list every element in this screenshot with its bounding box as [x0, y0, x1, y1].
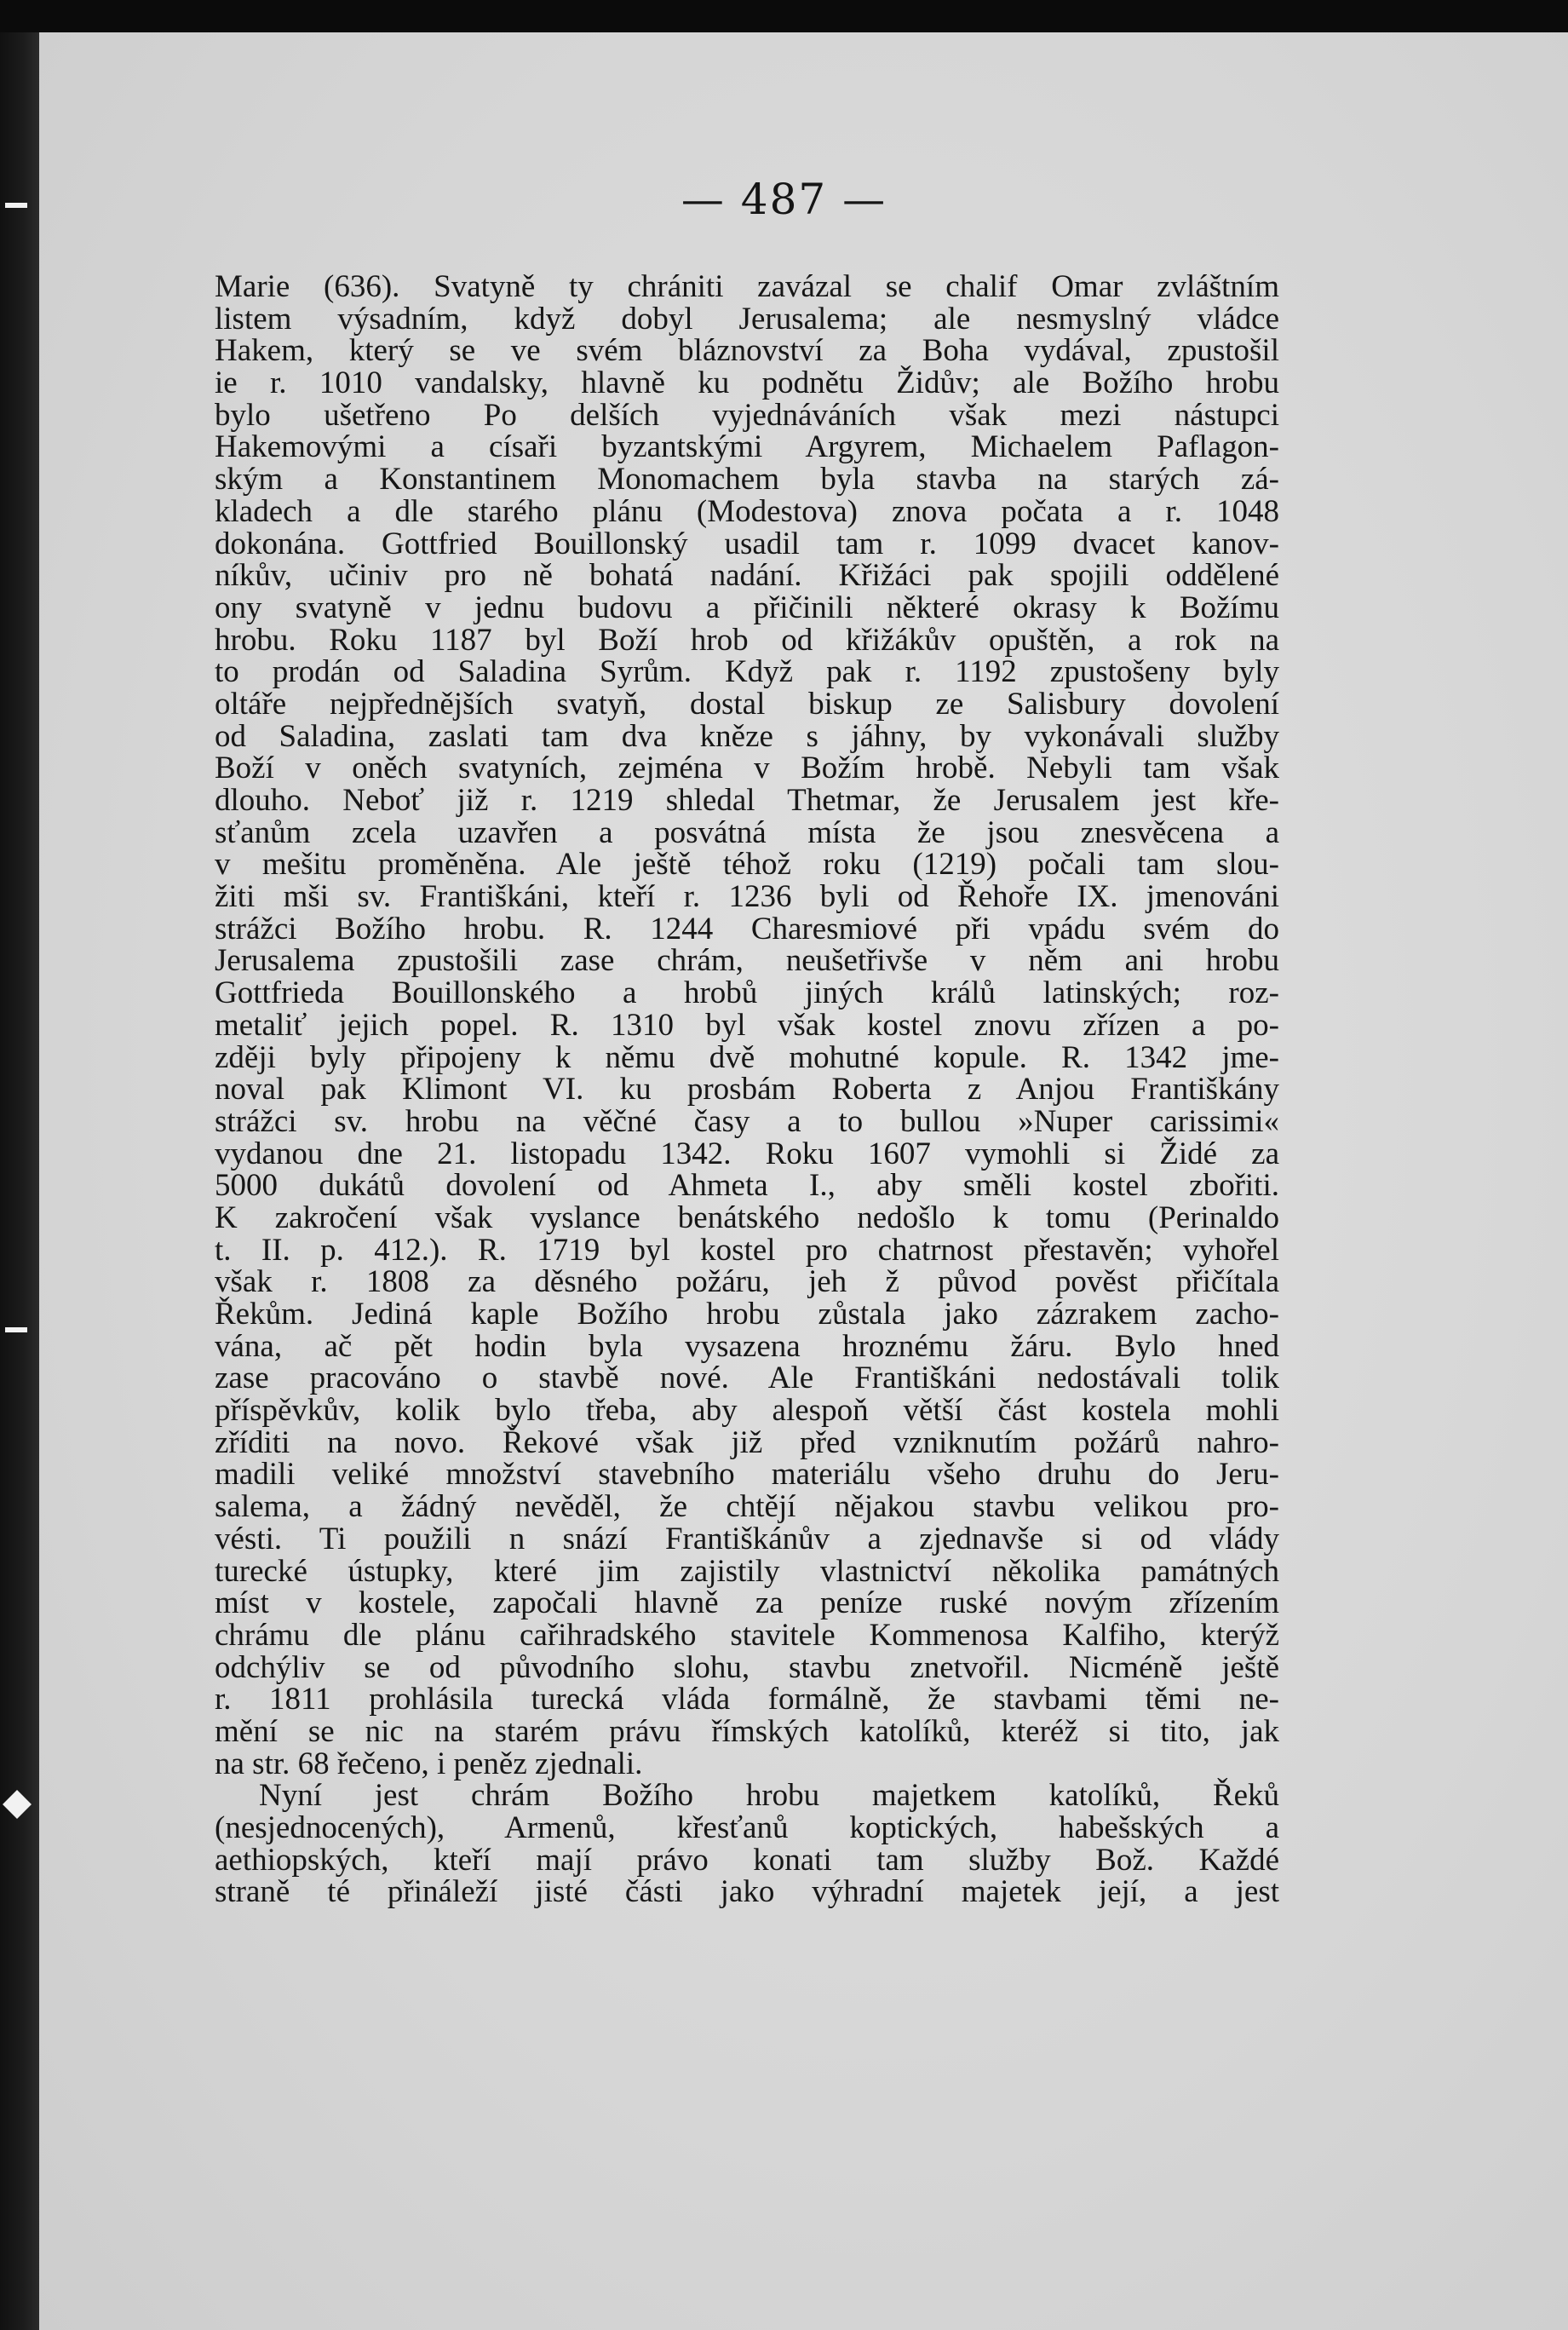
edge-mark-diamond — [3, 1790, 32, 1819]
text-line: odchýliv se od původního slohu, stavbu znetvořil. Nicméně ještě — [215, 1649, 1279, 1685]
text-line: bylo ušetřeno Po delších vyjednáváních však mezi nástupci — [215, 397, 1279, 433]
text-line: aethiopských, kteří mají právo konati tam služby Bož. Každé — [215, 1842, 1279, 1878]
text-line: noval pak Klimont VI. ku prosbám Roberta z Anjou Františkány — [215, 1072, 1279, 1107]
text-line: kladech a dle starého plánu (Modestova) znova počata a r. 1048 — [215, 493, 1279, 529]
text-line: Jerusalema zpustošili zase chrám, neušetřivše v něm ani hrobu — [215, 943, 1279, 979]
text-line: sťanům zcela uzavřen a posvátná místa že jsou znesvěcena a — [215, 814, 1279, 850]
text-line: však r. 1808 za děsného požáru, jeh ž původ pověst přičítala — [215, 1264, 1279, 1300]
text-line: strážci sv. hrobu na věčné časy a to bullou »Nuper carissimi« — [215, 1103, 1279, 1139]
text-line: to prodán od Saladina Syrům. Když pak r. 1192 zpustošeny byly — [215, 654, 1279, 690]
text-line: na str. 68 řečeno, i peněz zjednali. — [215, 1746, 643, 1781]
text-line: míst v kostele, započali hlavně za peníze ruské novým zřízením — [215, 1585, 1279, 1621]
text-line: straně té přináleží jisté části jako výhradní majetek její, a jest — [215, 1874, 1279, 1910]
edge-mark-middle — [5, 1327, 27, 1332]
page-number: — 487 — — [681, 175, 887, 224]
text-line: K zakročení však vyslance benátského nedošlo k tomu (Perinaldo — [215, 1200, 1279, 1235]
text-line: příspěvkův, kolik bylo třeba, aby alespoň větší část kostela mohli — [215, 1393, 1279, 1429]
text-line: Hakem, který se ve svém bláznovství za Boha vydával, zpustošil — [215, 333, 1279, 369]
text-line: ie r. 1010 vandalsky, hlavně ku podnětu Židův; ale Božího hrobu — [215, 365, 1279, 401]
text-line: madili veliké množství stavebního materiálu všeho druhu do Jeru- — [215, 1457, 1279, 1493]
text-line: vésti. Ti použili n snází Františkánův a zjednavše si od vlády — [215, 1521, 1279, 1556]
text-line: salema, a žádný nevěděl, že chtějí nějakou stavbu velikou pro- — [215, 1489, 1279, 1525]
text-line: 5000 dukátů dovolení od Ahmeta I., aby směli kostel zbořiti. — [215, 1168, 1279, 1204]
text-line: listem výsadním, když dobyl Jerusalema; ale nesmyslný vládce — [215, 301, 1279, 337]
text-line: hrobu. Roku 1187 byl Boží hrob od křižákův opuštěn, a rok na — [215, 622, 1279, 658]
text-line: Boží v oněch svatyních, zejména v Božím hrobě. Nebyli tam však — [215, 751, 1279, 786]
text-line: zději byly připojeny k němu dvě mohutné kopule. R. 1342 jme- — [215, 1039, 1279, 1075]
text-line: zříditi na novo. Řekové však již před vzniknutím požárů nahro- — [215, 1424, 1279, 1460]
text-line: zase pracováno o stavbě nové. Ale Františkáni nedostávali tolik — [215, 1361, 1279, 1396]
text-line: dlouho. Neboť již r. 1219 shledal Thetmar, že Jerusalem jest kře- — [215, 783, 1279, 818]
text-line: vána, ač pět hodin byla vysazena hroznému žáru. Bylo hned — [215, 1328, 1279, 1364]
body-text — [215, 271, 1279, 1908]
text-line: Řekům. Jediná kaple Božího hrobu zůstala jako zázrakem zacho- — [215, 1297, 1279, 1332]
text-line: chrámu dle plánu cařihradského stavitele Kommenosa Kalfiho, kterýž — [215, 1617, 1279, 1653]
text-line: strážci Božího hrobu. R. 1244 Charesmiové při vpádu svém do — [215, 911, 1279, 946]
text-line: (nesjednocených), Armenů, křesťanů koptických, habešských a — [215, 1810, 1279, 1845]
text-line: Gottfrieda Bouillonského a hrobů jiných králů latinských; roz- — [215, 975, 1279, 1011]
text-line: níkův, učiniv pro ně bohatá nadání. Křižáci pak spojili oddělené — [215, 558, 1279, 594]
text-line: turecké ústupky, které jim zajistily vlastnictví několika památných — [215, 1553, 1279, 1589]
text-line: r. 1811 prohlásila turecká vláda formálně, že stavbami těmi ne- — [215, 1682, 1279, 1717]
text-line: žiti mši sv. Františkáni, kteří r. 1236 byli od Řehoře IX. jmenováni — [215, 879, 1279, 915]
text-line: t. II. p. 412.). R. 1719 byl kostel pro chatrnost přestavěn; vyhořel — [215, 1232, 1279, 1268]
text-line: od Saladina, zaslati tam dva kněze s jáhny, by vykonávali služby — [215, 718, 1279, 754]
text-line: oltáře nejpřednějších svatyň, dostal biskup ze Salisbury dovolení — [215, 686, 1279, 722]
book-spine-edge — [0, 32, 39, 2330]
text-line: dokonána. Gottfried Bouillonský usadil tam r. 1099 dvacet kanov- — [215, 526, 1279, 561]
text-line: metaliť jejich popel. R. 1310 byl však kostel znovu zřízen a po- — [215, 1007, 1279, 1043]
text-line: vydanou dne 21. listopadu 1342. Roku 1607 vymohli si Židé za — [215, 1136, 1279, 1171]
text-line: v mešitu proměněna. Ale ještě téhož roku (1219) počali tam slou- — [215, 847, 1279, 883]
text-line: Hakemovými a císaři byzantskými Argyrem, Michaelem Paflagon- — [215, 429, 1279, 465]
paragraph — [215, 271, 1279, 1780]
text-line: ony svatyně v jednu budovu a přičinili některé okrasy k Božímu — [215, 590, 1279, 625]
text-line: ským a Konstantinem Monomachem byla stavba na starých zá- — [215, 462, 1279, 498]
text-line: Marie (636). Svatyně ty chrániti zavázal se chalif Omar zvláštním — [215, 269, 1279, 304]
paragraph — [215, 1780, 1279, 1908]
text-line: Nyní jest chrám Božího hrobu majetkem katolíků, Řeků — [259, 1778, 1279, 1814]
text-line: mění se nic na starém právu římských katolíků, kteréž si tito, jak — [215, 1713, 1279, 1749]
